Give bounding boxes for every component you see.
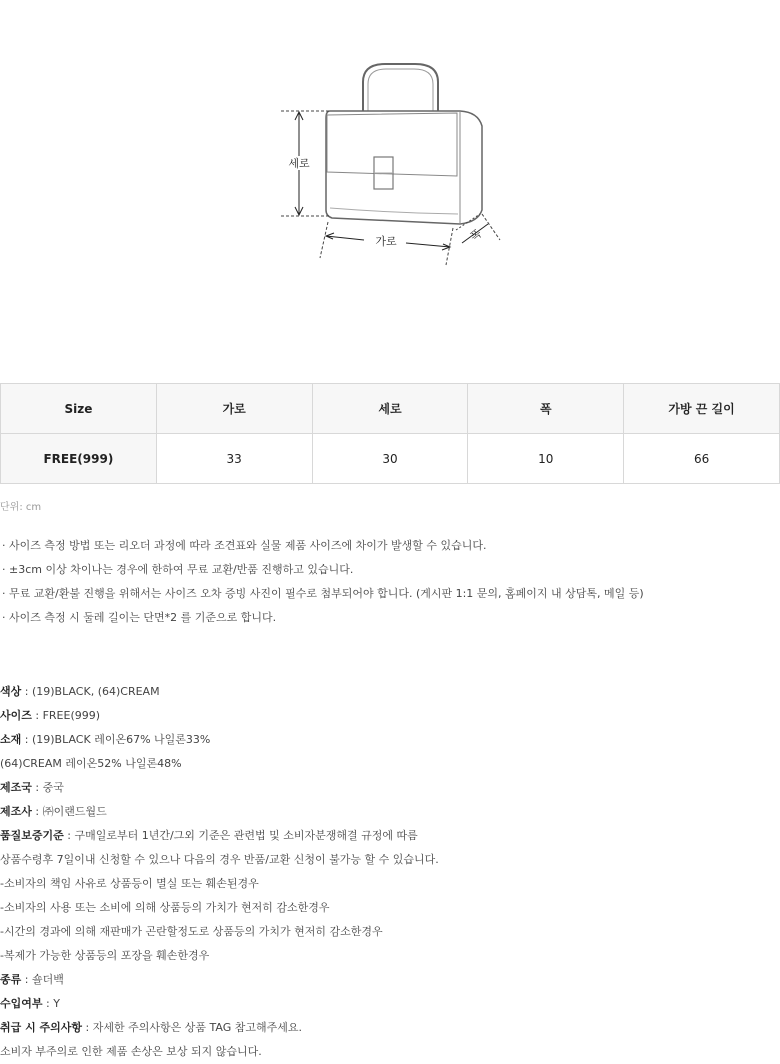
info-value: : 중국 (31, 781, 64, 794)
info-value: 상품수령후 7일이내 신청할 수 있으나 다음의 경우 반품/교환 신청이 불가능 할 수 있습니다. (0, 853, 439, 866)
unit-note: 단위: cm (0, 502, 42, 513)
size-table (0, 383, 780, 484)
header-height: 세로 (312, 384, 468, 434)
info-value: -복제가 가능한 상품등의 포장을 훼손한경우 (0, 949, 210, 962)
info-label: 색상 (0, 685, 22, 698)
cell-depth: 10 (468, 434, 624, 484)
info-label: 수입여부 (0, 997, 43, 1010)
width-label: 가로 (375, 235, 397, 248)
list-item: · 사이즈 측정 방법 또는 리오더 과정에 따라 조견표와 실물 제품 사이즈에 차이가 발생할 수 있습니다. (2, 539, 487, 552)
info-line-type (0, 971, 439, 995)
info-value: (64)CREAM 레이온52% 나일론48% (0, 757, 182, 770)
cell-height: 30 (312, 434, 468, 484)
size-notes-list (2, 537, 644, 633)
product-info (0, 683, 439, 1064)
info-line-color (0, 683, 439, 707)
info-value: 소비자 부주의로 인한 제품 손상은 보상 되지 않습니다. (0, 1045, 262, 1058)
bag-size-diagram (270, 55, 520, 270)
info-line-import (0, 995, 439, 1019)
info-line-manufacturer (0, 803, 439, 827)
info-line-return-case-2 (0, 899, 439, 923)
cell-width: 33 (156, 434, 312, 484)
cell-strap-length: 66 (624, 434, 780, 484)
info-value: : ㈜이랜드월드 (31, 805, 107, 818)
info-value: : FREE(999) (31, 709, 101, 722)
info-label: 소재 (0, 733, 22, 746)
height-label: 세로 (288, 157, 310, 170)
info-line-country (0, 779, 439, 803)
bag-outline-illustration (270, 55, 520, 270)
info-value: : 숄더백 (21, 973, 64, 986)
info-value: -소비자의 책임 사유로 상품등이 멸실 또는 훼손된경우 (0, 877, 259, 890)
info-line-care-note (0, 1043, 439, 1064)
info-line-return-case-1 (0, 875, 439, 899)
info-line-material (0, 731, 439, 755)
info-value: : (19)BLACK 레이온67% 나일론33% (21, 733, 211, 746)
info-value: -소비자의 사용 또는 소비에 의해 상품등의 가치가 현저히 감소한경우 (0, 901, 330, 914)
info-label: 종류 (0, 973, 22, 986)
info-line-return-case-4 (0, 947, 439, 971)
cell-size: FREE(999) (1, 434, 157, 484)
list-item: · 사이즈 측정 시 둘레 길이는 단면*2 를 기준으로 합니다. (2, 611, 277, 624)
info-value: : (19)BLACK, (64)CREAM (21, 685, 160, 698)
info-value: : Y (42, 997, 60, 1010)
info-line-warranty (0, 827, 439, 851)
info-label: 사이즈 (0, 709, 32, 722)
info-label: 제조국 (0, 781, 32, 794)
header-depth: 폭 (468, 384, 624, 434)
size-table-header-row (1, 384, 780, 434)
info-line-return-policy (0, 851, 439, 875)
header-width: 가로 (156, 384, 312, 434)
info-line-return-case-3 (0, 923, 439, 947)
info-label: 취급 시 주의사항 (0, 1021, 83, 1034)
info-line-size (0, 707, 439, 731)
header-strap-length: 가방 끈 길이 (624, 384, 780, 434)
info-label: 제조사 (0, 805, 32, 818)
list-item: · ±3cm 이상 차이나는 경우에 한하여 무료 교환/반품 진행하고 있습니다. (2, 563, 354, 576)
info-line-care (0, 1019, 439, 1043)
list-item: · 무료 교환/환불 진행을 위해서는 사이즈 오차 증빙 사진이 필수로 첨부되어야 합니다. (게시판 1:1 문의, 홈페이지 내 상담톡, 메일 등) (2, 587, 644, 600)
info-value: : 구매일로부터 1년간/그외 기준은 관련법 및 소비자분쟁해결 규정에 따름 (63, 829, 418, 842)
table-row (1, 434, 780, 484)
header-size: Size (1, 384, 157, 434)
info-label: 품질보증기준 (0, 829, 64, 842)
info-line-material-cream (0, 755, 439, 779)
info-value: -시간의 경과에 의해 재판매가 곤란할정도로 상품등의 가치가 현저히 감소한경우 (0, 925, 383, 938)
info-value: : 자세한 주의사항은 상품 TAG 참고해주세요. (82, 1021, 302, 1034)
depth-label: 폭 (467, 226, 485, 244)
